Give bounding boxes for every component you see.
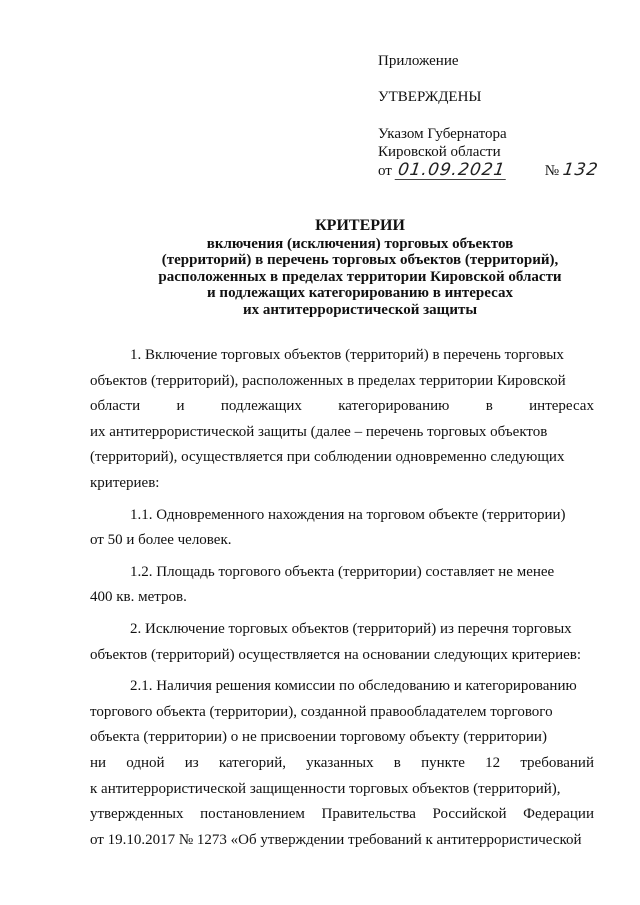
text-line: 1.1. Одновременного нахождения на торговом объекте (территории) xyxy=(130,506,566,523)
text-line-justified xyxy=(90,802,594,828)
document-body xyxy=(90,343,594,853)
text-line: 2.1. Наличия решения комиссии по обследованию и категорированию xyxy=(130,678,577,695)
text-line-justified xyxy=(90,751,594,777)
title-line: и подлежащих категорированию в интересах xyxy=(207,285,513,301)
text-line: от 50 и более человек. xyxy=(90,532,232,549)
word: категорированию xyxy=(338,398,450,415)
word: и xyxy=(176,398,185,415)
text-line: от 19.10.2017 № 1273 «Об утверждении требований к антитеррористической xyxy=(90,831,582,848)
word: требований xyxy=(520,754,594,771)
word: одной xyxy=(126,754,165,771)
handwritten-number: 132 xyxy=(561,160,600,180)
text-line: объектов (территорий) осуществляется на основании следующих критериев: xyxy=(90,646,582,663)
word: Правительства xyxy=(321,806,416,823)
text-line: их антитеррористической защиты (далее – перечень торговых объектов xyxy=(90,423,548,440)
word: категорий, xyxy=(218,754,286,771)
word: Российской xyxy=(432,806,507,823)
word: в xyxy=(485,398,493,415)
text-line-justified xyxy=(90,394,594,420)
word: в xyxy=(393,754,401,771)
from-label: от xyxy=(378,163,392,179)
word: области xyxy=(90,398,141,415)
paragraph-2-1 xyxy=(90,674,594,853)
title-heading: КРИТЕРИИ xyxy=(315,217,405,234)
text-line: критериев: xyxy=(90,474,160,491)
word: 12 xyxy=(485,754,501,771)
paragraph-1-2 xyxy=(90,560,594,611)
approved-by-line2: Кировской области xyxy=(378,144,501,160)
number-label: № xyxy=(544,163,560,179)
paragraph-1-1 xyxy=(90,503,594,554)
word: утвержденных xyxy=(90,806,184,823)
word: постановлением xyxy=(200,806,305,823)
text-line: (территорий), осуществляется при соблюдении одновременно следующих xyxy=(90,449,565,466)
approved-label: УТВЕРЖДЕНЫ xyxy=(378,89,482,105)
paragraph-2 xyxy=(90,617,594,668)
text-line: 1.2. Площадь торгового объекта (территории) составляет не менее xyxy=(130,563,555,580)
text-line: объекта (территории) о не присвоении торговому объекту (территории) xyxy=(90,729,547,746)
text-line: 2. Исключение торговых объектов (территорий) из перечня торговых xyxy=(130,620,572,637)
title-line: их антитеррористической защиты xyxy=(242,301,478,318)
text-line: объектов (территорий), расположенных в пределах территории Кировской xyxy=(90,372,566,389)
document-title xyxy=(120,218,600,318)
title-line: (территорий) в перечень торговых объектов (территорий), xyxy=(161,252,559,268)
appendix-label: Приложение xyxy=(378,53,459,69)
word: ни xyxy=(90,754,107,771)
handwritten-date: 01.09.2021 xyxy=(396,160,507,180)
text-line: к антитеррористической защищенности торговых объектов (территорий), xyxy=(90,780,561,797)
text-line: 400 кв. метров. xyxy=(90,589,187,606)
title-line: расположенных в пределах территории Кировской области xyxy=(158,268,562,285)
title-line: включения (исключения) торговых объектов xyxy=(206,235,514,252)
word: подлежащих xyxy=(220,398,302,415)
approved-by-line1: Указом Губернатора xyxy=(378,126,507,142)
word: указанных xyxy=(306,754,374,771)
word: интересах xyxy=(529,398,594,415)
date-number-line xyxy=(378,161,598,180)
text-line: торгового объекта (территории), созданной правообладателем торгового xyxy=(90,703,553,720)
word: из xyxy=(184,754,199,771)
approval-block xyxy=(378,52,598,180)
text-line: 1. Включение торговых объектов (территорий) в перечень торговых xyxy=(130,347,564,363)
word: Федерации xyxy=(523,806,594,823)
paragraph-1 xyxy=(90,343,594,497)
word: пункте xyxy=(421,754,465,771)
